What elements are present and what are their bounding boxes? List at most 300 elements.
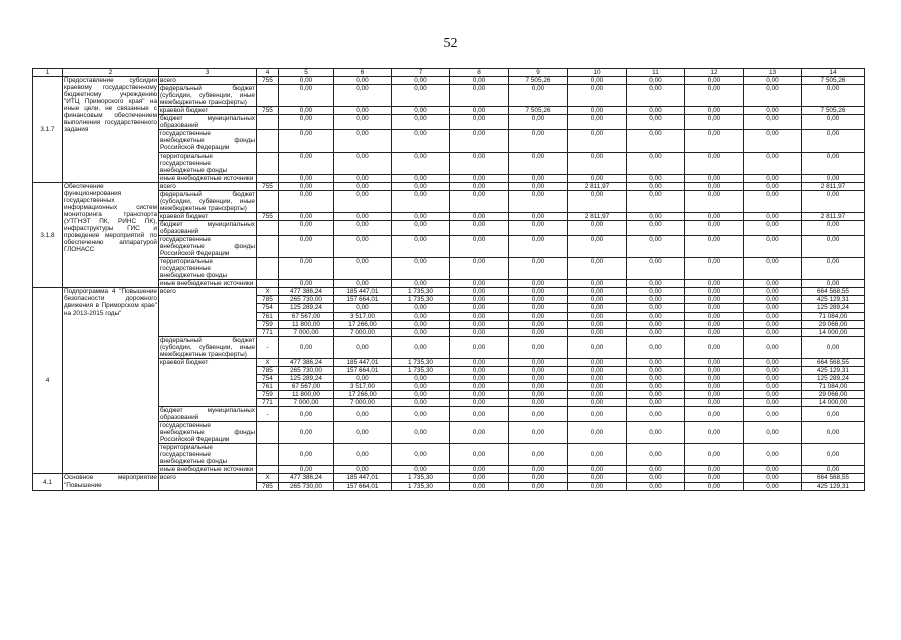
value-cell: 0,00 <box>450 320 509 328</box>
budget-code <box>257 258 279 280</box>
value-cell: 0,00 <box>568 77 627 85</box>
value-cell: 0,00 <box>279 407 334 422</box>
value-cell: 664 568,55 <box>802 474 865 482</box>
value-cell: 0,00 <box>450 77 509 85</box>
value-cell: 0,00 <box>509 320 568 328</box>
value-cell: 0,00 <box>627 422 685 444</box>
value-cell: 0,00 <box>685 304 744 312</box>
value-cell: 0,00 <box>450 236 509 258</box>
value-cell: 0,00 <box>392 444 450 466</box>
value-cell: 0,00 <box>392 190 450 212</box>
value-cell: 0,00 <box>450 152 509 174</box>
table-row <box>33 288 865 296</box>
value-cell: 0,00 <box>392 407 450 422</box>
value-cell: 0,00 <box>392 174 450 182</box>
funding-source: территориальные государственные внебюджетные фонды <box>159 152 257 174</box>
value-cell: 0,00 <box>685 336 744 358</box>
value-cell: 0,00 <box>279 174 334 182</box>
value-cell: 0,00 <box>279 236 334 258</box>
value-cell: 0,00 <box>509 296 568 304</box>
value-cell: 0,00 <box>392 152 450 174</box>
value-cell: 0,00 <box>627 152 685 174</box>
value-cell: 477 386,24 <box>279 474 334 482</box>
value-cell: 71 084,00 <box>802 382 865 390</box>
value-cell: 0,00 <box>568 115 627 130</box>
value-cell: 425 129,31 <box>802 482 865 490</box>
column-header: 4 <box>257 69 279 77</box>
value-cell: 0,00 <box>279 466 334 474</box>
value-cell: 0,00 <box>279 107 334 115</box>
value-cell: 0,00 <box>450 390 509 398</box>
value-cell: 7 000,00 <box>279 328 334 336</box>
value-cell: 0,00 <box>450 288 509 296</box>
value-cell: 0,00 <box>744 422 802 444</box>
value-cell: 0,00 <box>450 107 509 115</box>
value-cell: 7 505,26 <box>802 77 865 85</box>
value-cell: 0,00 <box>802 444 865 466</box>
budget-code <box>257 85 279 107</box>
budget-code <box>257 466 279 474</box>
value-cell: 157 664,01 <box>334 482 392 490</box>
value-cell: 14 000,00 <box>802 399 865 407</box>
value-cell: 11 800,00 <box>279 390 334 398</box>
value-cell: 425 129,31 <box>802 366 865 374</box>
value-cell: 0,00 <box>685 115 744 130</box>
value-cell: 0,00 <box>568 280 627 288</box>
value-cell: 0,00 <box>685 288 744 296</box>
value-cell: 0,00 <box>334 182 392 190</box>
value-cell: 0,00 <box>509 212 568 220</box>
value-cell: 0,00 <box>392 280 450 288</box>
column-header: 12 <box>685 69 744 77</box>
page-number: 52 <box>443 36 458 51</box>
budget-code: 785 <box>257 296 279 304</box>
value-cell: 0,00 <box>392 312 450 320</box>
value-cell: 0,00 <box>685 152 744 174</box>
value-cell: 125 289,24 <box>802 304 865 312</box>
value-cell: 0,00 <box>744 358 802 366</box>
value-cell: 11 800,00 <box>279 320 334 328</box>
value-cell: 0,00 <box>568 312 627 320</box>
value-cell: 0,00 <box>568 444 627 466</box>
value-cell: 0,00 <box>685 77 744 85</box>
funding-source: федеральный бюджет (субсидии, субвенции, иные межбюджетные трансферты) <box>160 190 255 212</box>
value-cell: 0,00 <box>627 296 685 304</box>
value-cell: 265 730,00 <box>279 296 334 304</box>
value-cell: 0,00 <box>744 466 802 474</box>
value-cell: 0,00 <box>627 130 685 152</box>
measure-name: Обеспечение функционирования государственных информационных систем мониторинга транспорта (УТГНЭТ ПК, РИНС ПК), инфраструктуры ГИС и проведение мероприятий по обеспечению аппаратурой ГЛОНАСС <box>63 182 159 288</box>
value-cell: 0,00 <box>392 220 450 235</box>
value-cell: 0,00 <box>279 280 334 288</box>
value-cell: 0,00 <box>509 466 568 474</box>
value-cell: 0,00 <box>392 212 450 220</box>
value-cell: 0,00 <box>627 366 685 374</box>
value-cell: 17 266,00 <box>334 320 392 328</box>
funding-source: бюджет муниципальных образований <box>160 220 255 235</box>
value-cell: 0,00 <box>627 115 685 130</box>
budget-code: - <box>257 407 279 422</box>
value-cell: 0,00 <box>450 422 509 444</box>
value-cell: 0,00 <box>627 258 685 280</box>
value-cell: 0,00 <box>279 130 334 152</box>
value-cell: 0,00 <box>568 399 627 407</box>
value-cell: 0,00 <box>685 474 744 482</box>
measure-name: Основное мероприятие "Повышение <box>64 474 157 489</box>
value-cell: 0,00 <box>744 130 802 152</box>
value-cell: 0,00 <box>509 152 568 174</box>
value-cell: 0,00 <box>450 304 509 312</box>
value-cell: 0,00 <box>450 130 509 152</box>
budget-code: 755 <box>257 107 279 115</box>
value-cell: 0,00 <box>334 422 392 444</box>
value-cell: 0,00 <box>509 174 568 182</box>
value-cell: 0,00 <box>568 220 627 235</box>
value-cell: 0,00 <box>392 77 450 85</box>
value-cell: 0,00 <box>334 220 392 235</box>
value-cell: 0,00 <box>568 407 627 422</box>
value-cell: 0,00 <box>509 288 568 296</box>
value-cell: 29 066,00 <box>802 320 865 328</box>
value-cell: 0,00 <box>802 422 865 444</box>
value-cell: 0,00 <box>744 474 802 482</box>
measure-name: Подпрограмма 4 "Повышение безопасности дорожного движения в Приморском крае" на 2013-2015 годы" <box>63 288 159 474</box>
value-cell: 0,00 <box>568 190 627 212</box>
funding-source: всего <box>159 288 257 336</box>
value-cell: 0,00 <box>568 152 627 174</box>
value-cell: 0,00 <box>334 444 392 466</box>
value-cell: 0,00 <box>568 320 627 328</box>
value-cell: 0,00 <box>334 174 392 182</box>
column-header: 13 <box>744 69 802 77</box>
value-cell: 0,00 <box>744 190 802 212</box>
value-cell: 1 735,30 <box>392 288 450 296</box>
value-cell: 0,00 <box>802 174 865 182</box>
value-cell: 125 289,24 <box>279 304 334 312</box>
value-cell: 0,00 <box>685 358 744 366</box>
value-cell: 0,00 <box>685 320 744 328</box>
budget-code: 759 <box>257 390 279 398</box>
value-cell: 0,00 <box>392 422 450 444</box>
value-cell: 0,00 <box>627 190 685 212</box>
row-number: 4.1 <box>33 474 63 490</box>
value-cell: 0,00 <box>450 374 509 382</box>
value-cell: 0,00 <box>450 258 509 280</box>
funding-source: иные внебюджетные источники <box>159 280 257 288</box>
value-cell: 0,00 <box>334 466 392 474</box>
budget-code: X <box>257 358 279 366</box>
value-cell: 0,00 <box>802 466 865 474</box>
value-cell: 0,00 <box>744 374 802 382</box>
value-cell: 425 129,31 <box>802 296 865 304</box>
value-cell: 0,00 <box>450 85 509 107</box>
budget-code <box>257 280 279 288</box>
value-cell: 664 568,55 <box>802 358 865 366</box>
value-cell: 0,00 <box>685 482 744 490</box>
value-cell: 0,00 <box>509 399 568 407</box>
table-row <box>33 474 865 482</box>
value-cell: 0,00 <box>802 190 865 212</box>
value-cell: 0,00 <box>334 374 392 382</box>
value-cell: 0,00 <box>509 407 568 422</box>
value-cell: 0,00 <box>450 482 509 490</box>
funding-source: краевой бюджет <box>159 107 257 115</box>
value-cell: 0,00 <box>509 358 568 366</box>
value-cell: 0,00 <box>509 444 568 466</box>
value-cell: 0,00 <box>627 482 685 490</box>
value-cell: 0,00 <box>509 190 568 212</box>
value-cell: 0,00 <box>334 115 392 130</box>
value-cell: 157 664,01 <box>334 296 392 304</box>
value-cell: 0,00 <box>279 422 334 444</box>
value-cell: 0,00 <box>744 390 802 398</box>
funding-source: государственные внебюджетные фонды Российской Федерации <box>160 236 255 258</box>
table-row <box>33 77 865 85</box>
value-cell: 0,00 <box>392 382 450 390</box>
funding-source: федеральный бюджет (субсидии, субвенции, иные межбюджетные трансферты) <box>160 85 255 107</box>
measure-name: Предоставление субсидии краевому государственному бюджетному учреждению "ИТЦ Приморского края" на иные цели, не связанные с финансовым обеспечением выполнения государственного задания <box>63 77 159 183</box>
value-cell: 0,00 <box>509 422 568 444</box>
value-cell: 0,00 <box>450 115 509 130</box>
value-cell: 0,00 <box>627 336 685 358</box>
value-cell: 0,00 <box>744 444 802 466</box>
value-cell: 2 811,97 <box>802 182 865 190</box>
value-cell: 7 000,00 <box>334 399 392 407</box>
value-cell: 0,00 <box>627 374 685 382</box>
value-cell: 0,00 <box>450 296 509 304</box>
value-cell: 0,00 <box>392 258 450 280</box>
value-cell: 0,00 <box>802 258 865 280</box>
value-cell: 0,00 <box>744 212 802 220</box>
value-cell: 0,00 <box>802 152 865 174</box>
column-header: 14 <box>802 69 865 77</box>
value-cell: 0,00 <box>744 288 802 296</box>
value-cell: 0,00 <box>627 212 685 220</box>
value-cell: 0,00 <box>279 258 334 280</box>
value-cell: 0,00 <box>744 107 802 115</box>
funding-source: территориальные государственные внебюджетные фонды <box>159 444 257 466</box>
budget-code: 771 <box>257 399 279 407</box>
value-cell: 0,00 <box>568 466 627 474</box>
value-cell: 7 505,26 <box>509 77 568 85</box>
value-cell: 0,00 <box>744 174 802 182</box>
value-cell: 185 447,01 <box>334 358 392 366</box>
value-cell: 1 735,30 <box>392 474 450 482</box>
value-cell: 0,00 <box>392 85 450 107</box>
value-cell: 0,00 <box>627 85 685 107</box>
value-cell: 0,00 <box>627 358 685 366</box>
value-cell: 0,00 <box>568 130 627 152</box>
value-cell: 1 735,30 <box>392 482 450 490</box>
budget-code: 755 <box>257 182 279 190</box>
value-cell: 0,00 <box>450 336 509 358</box>
value-cell: 0,00 <box>744 382 802 390</box>
value-cell: 0,00 <box>509 336 568 358</box>
budget-code: 785 <box>257 366 279 374</box>
value-cell: 0,00 <box>568 422 627 444</box>
value-cell: 0,00 <box>685 444 744 466</box>
value-cell: 0,00 <box>450 366 509 374</box>
value-cell: 125 289,24 <box>279 374 334 382</box>
funding-source: государственные внебюджетные фонды Российской Федерации <box>160 422 255 444</box>
value-cell: 14 000,00 <box>802 328 865 336</box>
budget-code: 754 <box>257 304 279 312</box>
value-cell: 7 000,00 <box>334 328 392 336</box>
value-cell: 1 735,30 <box>392 358 450 366</box>
funding-source: краевой бюджет <box>159 358 257 406</box>
value-cell: 157 664,01 <box>334 366 392 374</box>
value-cell: 0,00 <box>450 312 509 320</box>
value-cell: 0,00 <box>279 220 334 235</box>
value-cell: 71 084,00 <box>802 312 865 320</box>
value-cell: 0,00 <box>509 258 568 280</box>
value-cell: 0,00 <box>279 182 334 190</box>
budget-code <box>257 236 279 258</box>
value-cell: 0,00 <box>509 130 568 152</box>
value-cell: 0,00 <box>450 280 509 288</box>
value-cell: 0,00 <box>509 390 568 398</box>
budget-code <box>257 190 279 212</box>
value-cell: 0,00 <box>568 390 627 398</box>
value-cell: 0,00 <box>744 328 802 336</box>
value-cell: 0,00 <box>685 130 744 152</box>
row-number: 3.1.8 <box>33 182 63 288</box>
value-cell: 0,00 <box>334 258 392 280</box>
value-cell: 0,00 <box>685 374 744 382</box>
budget-code: 759 <box>257 320 279 328</box>
value-cell: 0,00 <box>450 220 509 235</box>
budget-code: X <box>257 474 279 482</box>
value-cell: 0,00 <box>627 236 685 258</box>
value-cell: 0,00 <box>334 407 392 422</box>
value-cell: 664 568,55 <box>802 288 865 296</box>
value-cell: 0,00 <box>568 382 627 390</box>
value-cell: 0,00 <box>685 390 744 398</box>
value-cell: 0,00 <box>744 320 802 328</box>
value-cell: 0,00 <box>744 85 802 107</box>
value-cell: 0,00 <box>334 212 392 220</box>
value-cell: 0,00 <box>450 174 509 182</box>
value-cell: 0,00 <box>685 182 744 190</box>
value-cell: 0,00 <box>392 320 450 328</box>
value-cell: 7 505,26 <box>509 107 568 115</box>
funding-source: иные внебюджетные источники <box>159 466 257 474</box>
value-cell: 0,00 <box>568 258 627 280</box>
budget-code <box>257 444 279 466</box>
value-cell: 0,00 <box>334 152 392 174</box>
value-cell: 0,00 <box>627 328 685 336</box>
value-cell: 0,00 <box>568 366 627 374</box>
value-cell: 0,00 <box>627 390 685 398</box>
value-cell: 0,00 <box>627 407 685 422</box>
value-cell: 0,00 <box>802 407 865 422</box>
value-cell: 0,00 <box>685 220 744 235</box>
value-cell: 0,00 <box>392 115 450 130</box>
value-cell: 0,00 <box>627 77 685 85</box>
value-cell: 0,00 <box>450 407 509 422</box>
funding-source: государственные внебюджетные фонды Российской Федерации <box>160 130 255 152</box>
value-cell: 17 266,00 <box>334 390 392 398</box>
row-number: 4 <box>33 288 63 474</box>
value-cell: 0,00 <box>450 328 509 336</box>
value-cell: 185 447,01 <box>334 288 392 296</box>
value-cell: 0,00 <box>509 482 568 490</box>
column-header: 7 <box>392 69 450 77</box>
value-cell: 0,00 <box>509 115 568 130</box>
value-cell: 0,00 <box>744 336 802 358</box>
value-cell: 125 289,24 <box>802 374 865 382</box>
funding-source: всего <box>159 474 257 490</box>
value-cell: 0,00 <box>334 130 392 152</box>
value-cell: 0,00 <box>627 399 685 407</box>
value-cell: 0,00 <box>279 190 334 212</box>
value-cell: 0,00 <box>685 422 744 444</box>
value-cell: 0,00 <box>509 474 568 482</box>
value-cell: 0,00 <box>450 399 509 407</box>
value-cell: 0,00 <box>392 390 450 398</box>
budget-code: - <box>257 336 279 358</box>
budget-code: 761 <box>257 312 279 320</box>
value-cell: 0,00 <box>568 358 627 366</box>
value-cell: 0,00 <box>744 407 802 422</box>
column-header: 8 <box>450 69 509 77</box>
value-cell: 0,00 <box>392 328 450 336</box>
value-cell: 0,00 <box>450 444 509 466</box>
funding-source: краевой бюджет <box>159 212 257 220</box>
value-cell: 0,00 <box>627 182 685 190</box>
value-cell: 0,00 <box>568 374 627 382</box>
budget-code <box>257 422 279 444</box>
value-cell: 0,00 <box>279 336 334 358</box>
value-cell: 0,00 <box>744 77 802 85</box>
value-cell: 0,00 <box>568 85 627 107</box>
value-cell: 0,00 <box>685 466 744 474</box>
column-header: 9 <box>509 69 568 77</box>
value-cell: 0,00 <box>744 304 802 312</box>
value-cell: 0,00 <box>627 280 685 288</box>
column-header: 10 <box>568 69 627 77</box>
value-cell: 0,00 <box>279 152 334 174</box>
value-cell: 0,00 <box>685 85 744 107</box>
value-cell: 0,00 <box>744 482 802 490</box>
value-cell: 0,00 <box>744 115 802 130</box>
value-cell: 0,00 <box>568 304 627 312</box>
funding-source: бюджет муниципальных образований <box>160 407 255 422</box>
value-cell: 0,00 <box>627 174 685 182</box>
value-cell: 0,00 <box>685 366 744 374</box>
value-cell: 0,00 <box>744 366 802 374</box>
funding-source: иные внебюджетные источники <box>159 174 257 182</box>
value-cell: 0,00 <box>392 130 450 152</box>
value-cell: 0,00 <box>450 190 509 212</box>
value-cell: 0,00 <box>627 312 685 320</box>
value-cell: 0,00 <box>279 77 334 85</box>
value-cell: 0,00 <box>568 236 627 258</box>
value-cell: 0,00 <box>450 212 509 220</box>
value-cell: 0,00 <box>744 258 802 280</box>
value-cell: 0,00 <box>450 466 509 474</box>
value-cell: 0,00 <box>627 220 685 235</box>
budget-code: X <box>257 288 279 296</box>
budget-code <box>257 130 279 152</box>
value-cell: 477 386,24 <box>279 358 334 366</box>
value-cell: 0,00 <box>568 482 627 490</box>
value-cell: 3 517,00 <box>334 312 392 320</box>
value-cell: 265 730,00 <box>279 482 334 490</box>
value-cell: 0,00 <box>450 382 509 390</box>
value-cell: 0,00 <box>685 212 744 220</box>
funding-source: всего <box>159 77 257 85</box>
